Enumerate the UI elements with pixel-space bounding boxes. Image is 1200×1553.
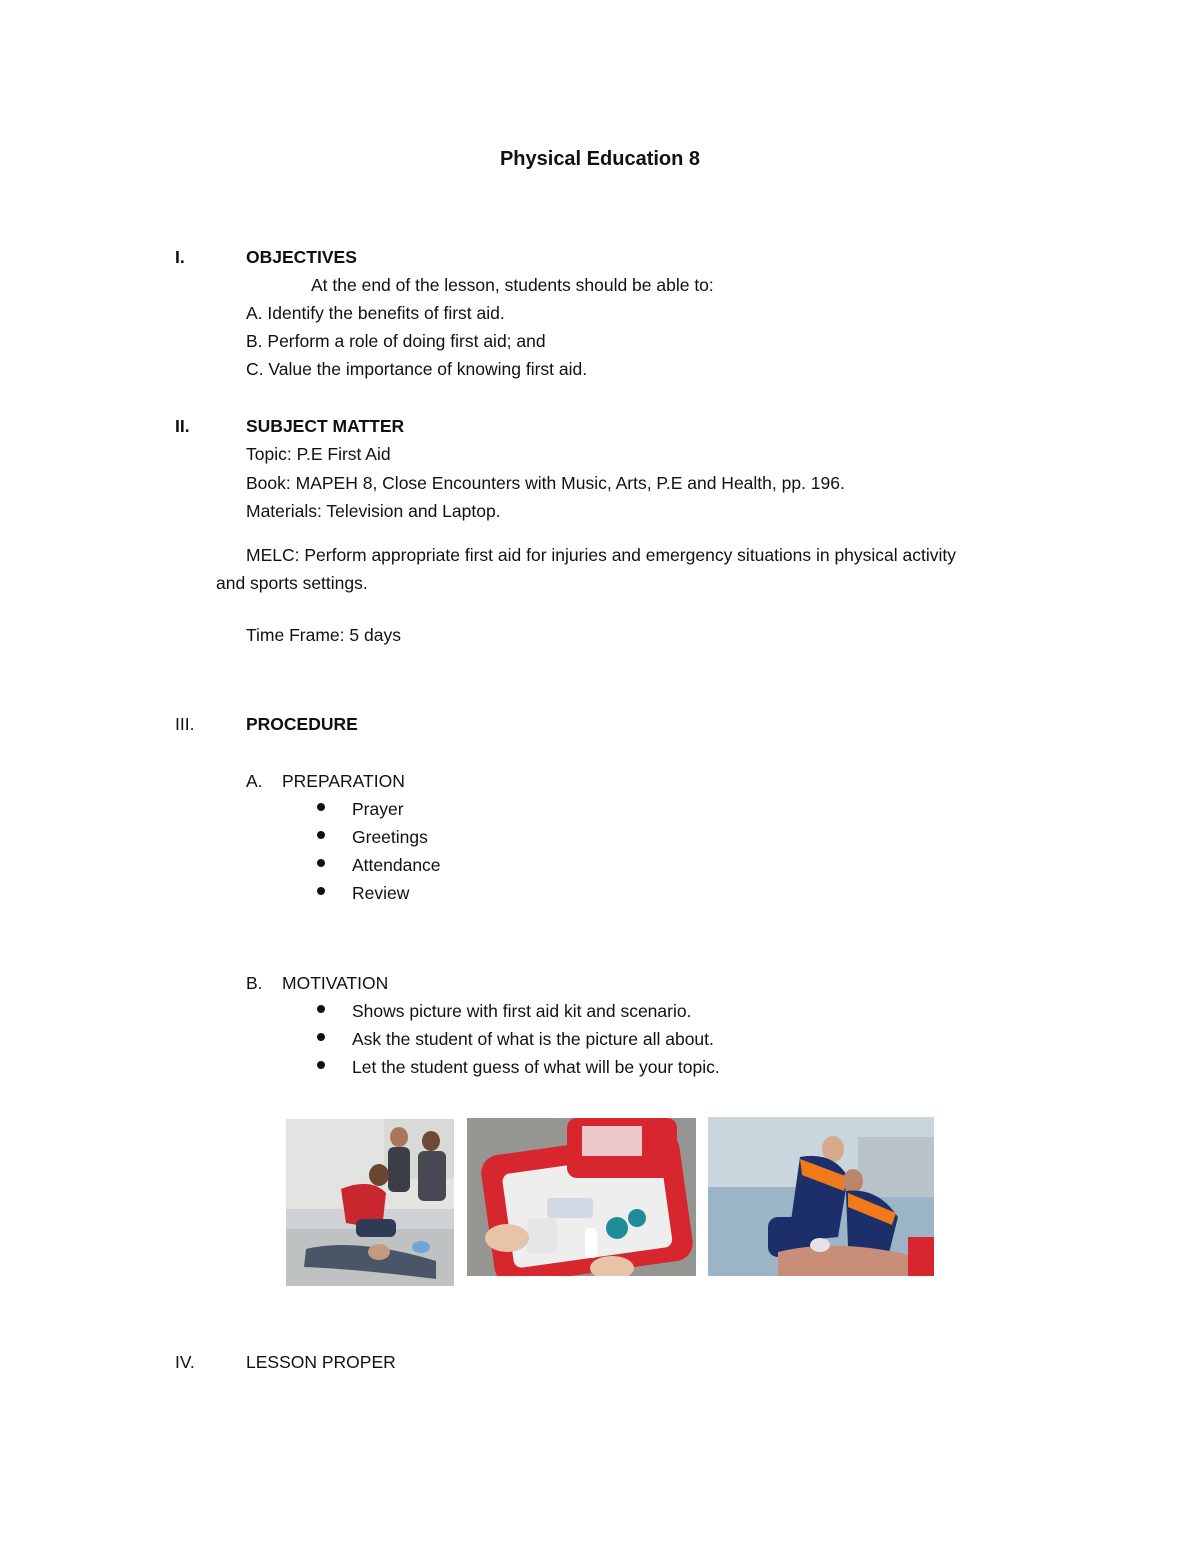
- bullet-icon: [317, 803, 325, 811]
- melc-line-2: and sports settings.: [216, 573, 368, 593]
- book-line: Book: MAPEH 8, Close Encounters with Music, Arts, P.E and Health, pp. 196.: [246, 473, 845, 493]
- first-aid-kit-photo: [467, 1118, 696, 1276]
- preparation-letter: A.: [246, 771, 263, 791]
- bullet-icon: [317, 887, 325, 895]
- page-title: Physical Education 8: [499, 148, 701, 170]
- lesson-proper-heading: LESSON PROPER: [246, 1352, 396, 1372]
- subject-matter-numeral: II.: [175, 416, 190, 436]
- bullet-icon: [317, 1061, 325, 1069]
- bullet-icon: [317, 1005, 325, 1013]
- bullet-icon: [317, 859, 325, 867]
- preparation-item: Attendance: [352, 855, 441, 875]
- motivation-item: Shows picture with first aid kit and scenario.: [352, 1001, 692, 1021]
- objective-item: A. Identify the benefits of first aid.: [246, 303, 505, 323]
- procedure-heading: PROCEDURE: [246, 714, 358, 734]
- cpr-training-photo: [286, 1119, 454, 1286]
- paramedics-cpr-photo: [708, 1117, 934, 1276]
- motivation-item: Ask the student of what is the picture all about.: [352, 1029, 714, 1049]
- objectives-heading: OBJECTIVES: [246, 247, 357, 267]
- objective-item: C. Value the importance of knowing first aid.: [246, 359, 588, 379]
- objectives-numeral: I.: [175, 247, 185, 267]
- motivation-item: Let the student guess of what will be your topic.: [352, 1057, 720, 1077]
- procedure-numeral: III.: [175, 714, 195, 734]
- objective-item: B. Perform a role of doing first aid; and: [246, 331, 546, 351]
- materials-line: Materials: Television and Laptop.: [246, 501, 501, 521]
- lesson-proper-numeral: IV.: [175, 1352, 195, 1372]
- objectives-intro: At the end of the lesson, students should be able to:: [311, 275, 714, 295]
- topic-line: Topic: P.E First Aid: [246, 444, 391, 464]
- melc-line-1: MELC: Perform appropriate first aid for injuries and emergency situations in physical activity: [246, 545, 957, 565]
- preparation-item: Review: [352, 883, 410, 903]
- preparation-item: Greetings: [352, 827, 428, 847]
- bullet-icon: [317, 1033, 325, 1041]
- motivation-label: MOTIVATION: [282, 973, 389, 993]
- preparation-item: Prayer: [352, 799, 404, 819]
- preparation-label: PREPARATION: [282, 771, 405, 791]
- time-frame-line: Time Frame: 5 days: [246, 625, 401, 645]
- subject-matter-heading: SUBJECT MATTER: [246, 416, 405, 436]
- motivation-letter: B.: [246, 973, 263, 993]
- bullet-icon: [317, 831, 325, 839]
